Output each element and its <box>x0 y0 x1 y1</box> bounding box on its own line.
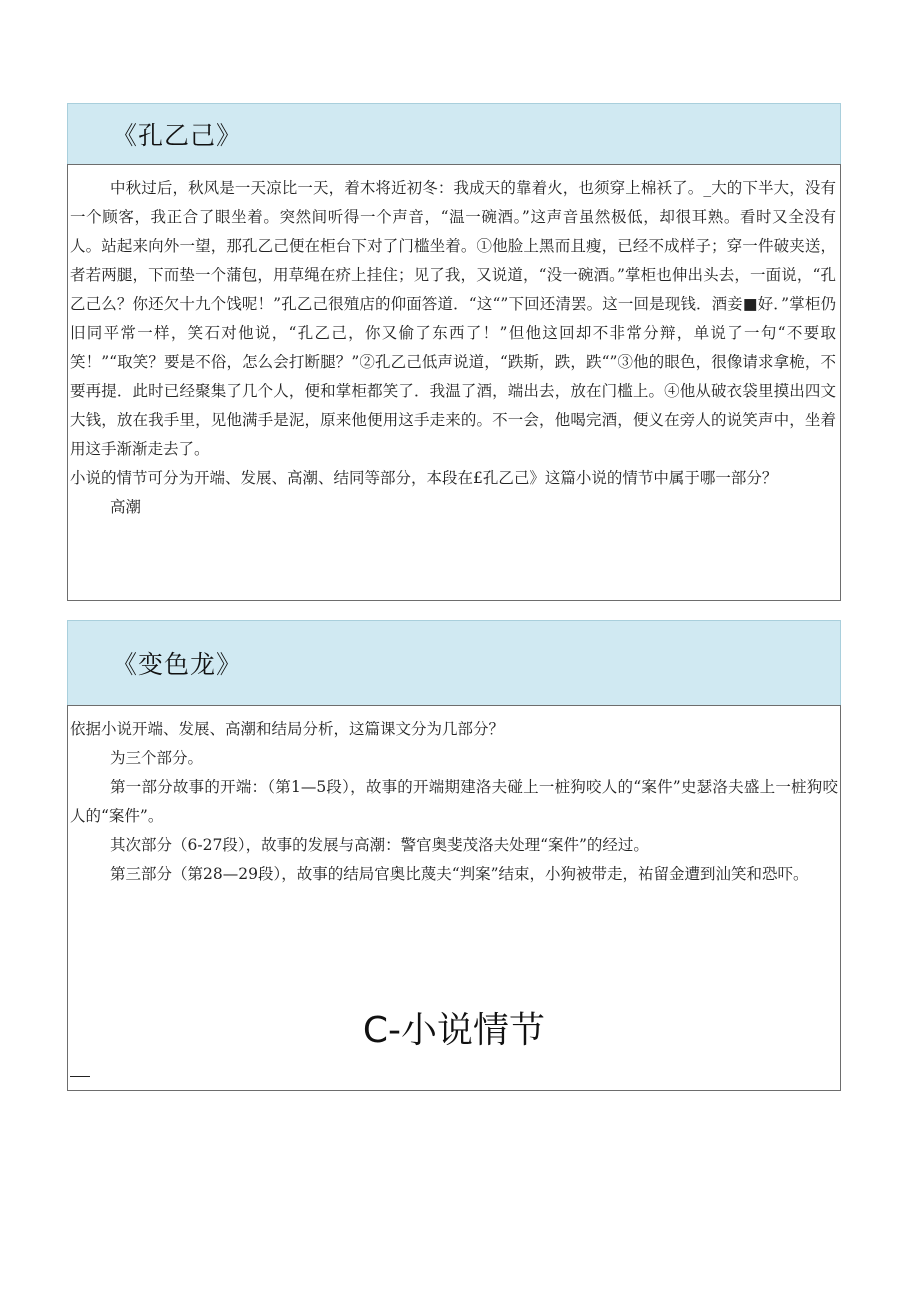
bianselong-question: 依据小说开端、发展、高潮和结局分析，这篇课文分为几部分？ <box>70 720 505 738</box>
bianselong-answer-intro: 为三个部分。 <box>110 749 204 767</box>
bianselong-part3: 第三部分（第28—29段），故事的结局官奥比蔑夫“判案”结束，小狗被带走，祐留金遭到汕笑和恐吓。 <box>110 865 809 883</box>
kongyiji-question: 小说的情节可分为开端、发展、高潮、结同等部分，本段在£孔乙己》这篇小说的情节中属于哪一部分？ <box>70 469 778 487</box>
kongyiji-content-box <box>67 164 841 601</box>
bianselong-section <box>67 620 841 1091</box>
bianselong-content-box <box>67 705 841 1091</box>
kongyiji-header <box>67 103 841 164</box>
kongyiji-title: 《孔乙己》 <box>112 121 243 150</box>
kongyiji-answer: 高潮 <box>110 498 142 516</box>
bianselong-part2: 其次部分（6-27段），故事的发展与高潮：警官奥斐茂洛夫处理“案件”的经过。 <box>110 836 649 854</box>
divider-dash <box>70 1076 90 1077</box>
bianselong-header <box>67 620 841 705</box>
bianselong-part1: 第一部分故事的开端：（第1—5段），故事的开端期建洛夫碰上一桩狗咬人的“案件”史瑟洛夫盛上一桩狗咬人的“案件”。 <box>70 778 838 825</box>
section-label: C-小说情节 <box>362 1010 546 1051</box>
kongyiji-passage: 中秋过后，秋风是一天凉比一天，着木将近初冬：我成天的靠着火，也须穿上棉袄了。_大的下半大，没有一个顾客，我正合了眼坐着。突然间听得一个声音，“温一碗酒。”这声音虽然极低，却很耳熟。看时又全没有人。站起来向外一望，那孔乙己便在柜台下对了门槛坐着。①他脸上黑而且瘦，已经不成样子；穿一件破夹送，者若两腿，下而垫一个蒲包，用草绳在疥上挂住；见了我，又说道，“没一碗酒。”掌柜也伸出头去，一面说，“孔乙己么？你还欠十九个饯呢！”孔乙己很殖店的仰面答道．“这“”下回还清罢。这一回是现钱．酒妾■好．”掌柜仍旧同平常一样，笑石对他说，“孔乙己，你又偷了东西了！”但他这回却不非常分辩，单说了一句“不要取笑！”“取笑？要是不俗，怎么会打断腿？”②孔乙己低声说道，“跌斯，跌，跌“”③他的眼色，很像请求拿桅，不要再提．此时已经聚集了几个人，便和掌柜都笑了．我温了酒，端出去，放在门槛上。④他从破衣袋里摸出四文大钱，放在我手里，见他满手是泥，原来他便用这手走来的。不一会，他喝完酒，便义在旁人的说笑声中，坐着用这手渐渐走去了。 <box>70 179 836 458</box>
bianselong-title: 《变色龙》 <box>112 650 243 679</box>
kongyiji-section <box>67 103 841 601</box>
